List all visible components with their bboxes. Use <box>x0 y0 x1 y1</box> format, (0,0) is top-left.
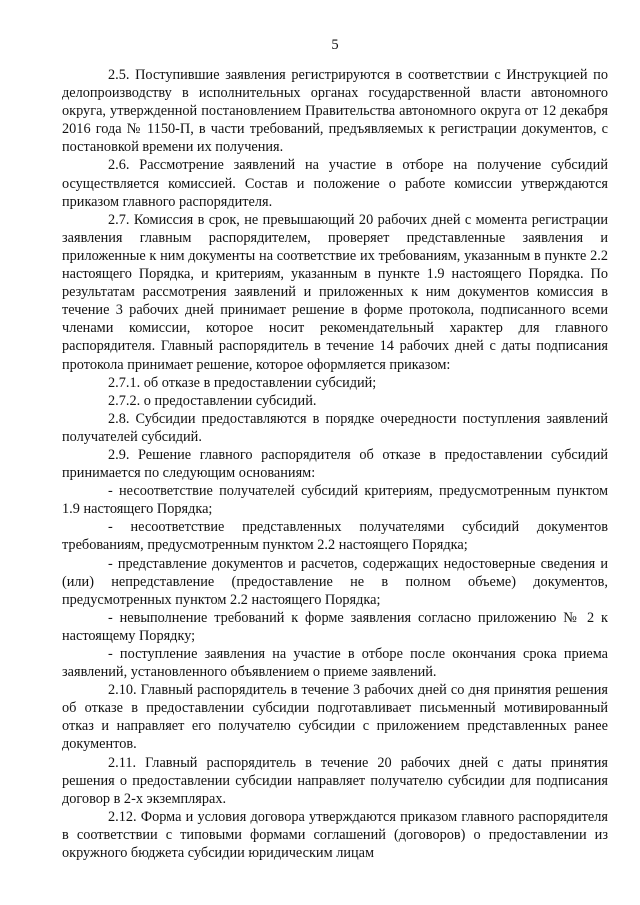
paragraph-2-7-1: 2.7.1. об отказе в предоставлении субсидий; <box>108 374 377 391</box>
list-item-late-submission: - поступление заявления на участие в отборе после окончания срока приема заявлений, установленного объявлением о приеме заявлений. <box>62 646 608 681</box>
list-item-form-requirements: - невыполнение требований к форме заявления согласно приложению № 2 к настоящему Порядку; <box>62 609 608 644</box>
paragraph-2-8: 2.8. Субсидии предоставляются в порядке очередности поступления заявлений получателей субсидий. <box>62 410 608 445</box>
paragraph-2-9: 2.9. Решение главного распорядителя об отказе в предоставлении субсидий принимается по следующим основаниям: <box>62 446 608 482</box>
list-item-criteria: - несоответствие получателей субсидий критериям, предусмотренным пунктом 1.9 настоящего Порядка; <box>62 483 608 518</box>
paragraph-2-10: 2.10. Главный распорядитель в течение 3 рабочих дней со дня принятия решения об отказе в предоставлении субсидии подготавливает письменный мотивированный отказ и направляет его получателю субсидии с приложением представленных ранее документов. <box>62 682 608 753</box>
paragraph-2-11: 2.11. Главный распорядитель в течение 20 рабочих дней с даты принятия решения о предоставлении субсидии направляет получателю субсидии для подписания договор в 2-х экземплярах. <box>62 754 608 807</box>
paragraph-2-7-2: 2.7.2. о предоставлении субсидий. <box>108 392 317 409</box>
paragraph-2-5: 2.5. Поступившие заявления регистрируются в соответствии с Инструкцией по делопроизводству в исполнительных органах государственной власти автономного округа, утвержденной постановлением Правительства автономного округа от 12 декабря 2016 года № 1150-П, в части требований, предъявляемых к регистрации документов, с постановкой времени их получения. <box>62 67 608 156</box>
paragraph-2-6: 2.6. Рассмотрение заявлений на участие в отборе на получение субсидий осуществляется комиссией. Состав и положение о работе комиссии утверждаются приказом главного распорядителя. <box>62 157 608 210</box>
list-item-documents: - несоответствие представленных получателями субсидий документов требованиям, предусмотренным пунктом 2.2 настоящего Порядка; <box>62 519 608 554</box>
paragraph-2-7: 2.7. Комиссия в срок, не превышающий 20 рабочих дней с момента регистрации заявления главным распорядителем, проверяет представленные заявления и приложенные к ним документы на соответствие их требованиям, указанным в пункте 2.2 настоящего Порядка, и критериям, указанным в пункте 1.9 настоящего Порядка. По результатам рассмотрения заявлений и приложенных к ним документов комиссия в течение 3 рабочих дней принимает решение в форме протокола, подписанного всеми членами комиссии, которое носит рекомендательный характер для главного распорядителя. Главный распорядитель в течение 14 рабочих дней с даты подписания протокола принимает решение, которое оформляется приказом: <box>62 211 608 373</box>
paragraph-2-12: 2.12. Форма и условия договора утверждаются приказом главного распорядителя в соответствии с типовыми формами соглашений (договоров) о предоставлении из окружного бюджета субсидии юридическим лицам <box>62 808 608 862</box>
page-number: 5 <box>331 37 339 53</box>
list-item-false-info: - представление документов и расчетов, содержащих недостоверные сведения и (или) непредставление (предоставление не в полном объеме) документов, предусмотренных пунктом 2.2 настоящего Порядка; <box>62 555 608 608</box>
